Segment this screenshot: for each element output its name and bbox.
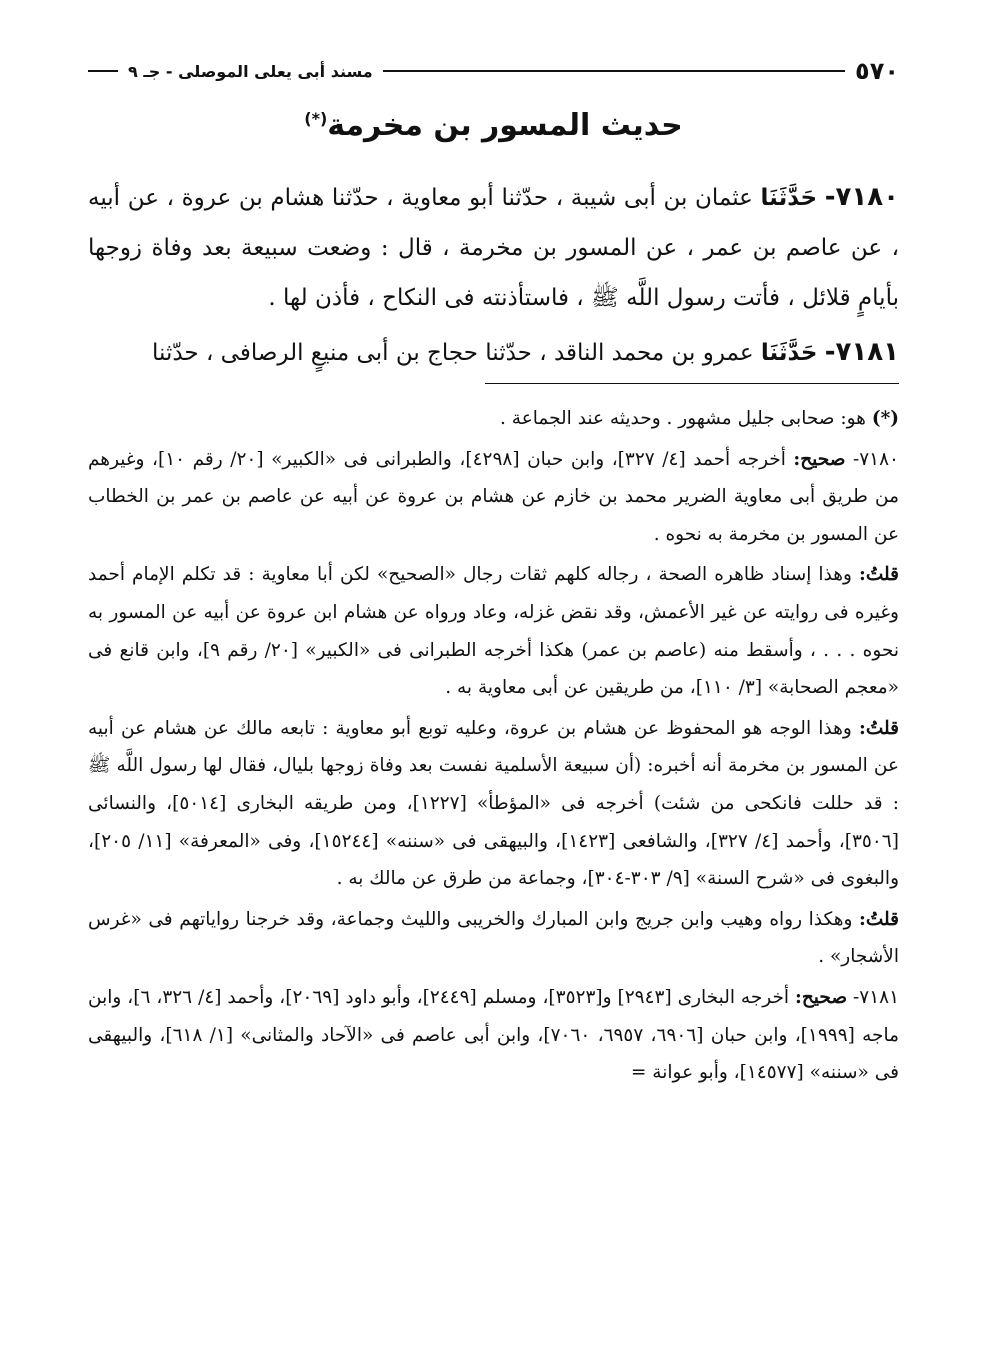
footnote-text: وهذا الوجه هو المحفوظ عن هشام بن عروة، وعليه توبع أبو معاوية : تابعه مالك عن هشام عن أبيه عن المسور بن مخرمة أنه أخبره: (أن سبيعة الأسلمية نفست بعد وفاة زوجها بليال، فقال لها رسول اللَّه ﷺ : قد حللت فانكحى من شئت) أخرجه فى «المؤطأ» [١٢٢٧]، ومن طريقه البخارى [٥٠١٤]، والنسائى [٣٥٠٦]، وأحمد [٤/ ٣٢٧]، والشافعى [١٤٢٣]، والبيهقى فى «سننه» [١٥٢٤٤]، وفى «المعرفة» [١١/ ٢٠٥]، والبغوى فى «شرح السنة» [٩/ ٣٠٣-٣٠٤]، وجماعة من طرق عن مالك به . — [88, 717, 899, 890]
hadith-number: ٧١٨٠- — [824, 182, 899, 212]
footnote-separator — [485, 383, 899, 384]
footnote-number: ٧١٨١- — [853, 986, 900, 1008]
footnote-comment-1 — [88, 556, 899, 706]
grading-label: صحيح: — [795, 986, 848, 1008]
chapter-title-text: حديث المسور بن مخرمة — [327, 108, 683, 143]
comment-label: قلتُ: — [859, 908, 899, 930]
running-header — [88, 54, 899, 88]
footnote-7180 — [88, 441, 899, 554]
footnote-text: أخرجه أحمد [٤/ ٣٢٧]، وابن حبان [٤٢٩٨]، والطبرانى فى «الكبير» [٢٠/ رقم ١٠]، وغيرهم من طريق أبى معاوية الضرير محمد بن خازم عن هشام بن عروة عن أبيه عن عاصم بن عمر بن الخطاب عن المسور بن مخرمة به نحوه . — [88, 448, 899, 545]
book-title: مسند أبى يعلى الموصلى - جـ ٩ — [128, 61, 373, 81]
footnote-text: أخرجه البخارى [٢٩٤٣] و[٣٥٢٣]، ومسلم [٢٤٤٩]، وأبو داود [٢٠٦٩]، وأحمد [٤/ ٣٢٦، ٦]، وابن ماجه [١٩٩٩]، وابن حبان [٦٩٠٦، ٦٩٥٧، ٧٠٦٠]، وابن أبى عاصم فى «الآحاد والمثانى» [١/ ٦١٨]، والبيهقى فى «سننه» [١٤٥٧٧]، وأبو عوانة = — [88, 986, 899, 1084]
main-text — [88, 172, 899, 382]
grading-label: صحيح: — [793, 448, 846, 470]
comment-label: قلتُ: — [859, 564, 900, 586]
hadith-7181 — [88, 327, 899, 378]
narration-word: حَدَّثَنَا — [760, 185, 818, 211]
footnote-text: وهكذا رواه وهيب وابن جريج وابن المبارك والخريبى والليث وجماعة، وقد خرجنا رواياتهم فى «غرس الأشجار» . — [88, 908, 899, 968]
footnotes — [88, 400, 899, 1095]
hadith-text: عمرو بن محمد الناقد ، حدّثنا حجاج بن أبى منيعٍ الرصافى ، حدّثنا — [152, 340, 754, 366]
footnote-marker: (*) — [871, 408, 899, 429]
header-rule — [383, 70, 845, 72]
footnote-comment-2 — [88, 710, 899, 898]
footnote-number: ٧١٨٠- — [852, 448, 899, 470]
page-number: ٥٧٠ — [855, 57, 899, 85]
footnote-7181 — [88, 979, 899, 1092]
hadith-text: عثمان بن أبى شيبة ، حدّثنا أبو معاوية ، حدّثنا هشام بن عروة ، عن أبيه ، عن عاصم بن عمر ، عن المسور بن مخرمة ، قال : وضعت سبيعة بعد وفاة زوجها بأيامٍ قلائل ، فأتت رسول اللَّه ﷺ ، فاستأذنته فى النكاح ، فأذن لها . — [88, 185, 899, 311]
hadith-7180 — [88, 172, 899, 323]
chapter-footnote-marker: (*) — [304, 109, 328, 128]
header-rule-end — [88, 70, 118, 72]
hadith-number: ٧١٨١- — [824, 337, 899, 367]
footnote-text: هو: صحابى جليل مشهور . وحديثه عند الجماعة . — [500, 408, 866, 429]
narration-word: حَدَّثَنَا — [760, 340, 818, 366]
chapter-title — [88, 108, 899, 143]
footnote-companion — [88, 400, 899, 438]
footnote-text: وهذا إسناد ظاهره الصحة ، رجاله كلهم ثقات رجال «الصحيح» لكن أبا معاوية : قد تكلم الإمام أحمد وغيره فى روايته عن غير الأعمش، وقد نقض غزله، وعاد ورواه عن هشام ابن عروة عن أبيه عن المسور به نحوه . . . ، وأسقط منه (عاصم بن عمر) هكذا أخرجه الطبرانى فى «الكبير» [٢٠/ رقم ٩]، وابن قانع فى «معجم الصحابة» [٣/ ١١٠]، من طريقين عن أبى معاوية به . — [88, 564, 900, 699]
footnote-comment-3 — [88, 901, 899, 976]
comment-label: قلتُ: — [859, 717, 899, 739]
